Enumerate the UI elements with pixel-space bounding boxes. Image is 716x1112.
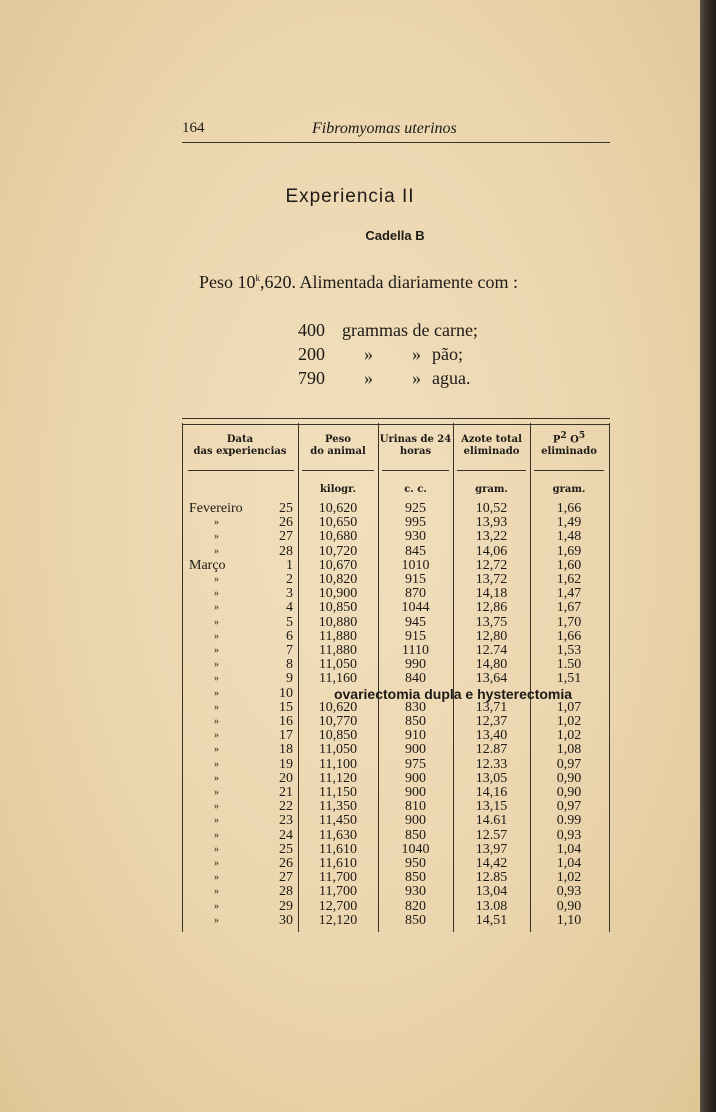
header-weight xyxy=(298,434,378,458)
row-urine: 900 xyxy=(405,770,426,786)
row-nitrogen: 12,37 xyxy=(475,714,508,729)
unit-urine: c. c. xyxy=(404,484,427,495)
header-p2o5 xyxy=(530,430,608,458)
table-row xyxy=(0,715,700,729)
table-row xyxy=(0,829,700,843)
row-p2o5: 0,93 xyxy=(556,884,582,900)
row-day: 1 xyxy=(286,557,293,573)
row-nitrogen: 13,40 xyxy=(475,728,508,744)
diet-food: agua. xyxy=(432,368,471,388)
row-month: Fevereiro xyxy=(189,501,243,516)
ditto-mark: » xyxy=(412,368,421,388)
row-p2o5: 1,67 xyxy=(556,600,582,616)
row-nitrogen: 12.33 xyxy=(475,756,508,772)
row-nitrogen: 12.87 xyxy=(475,742,508,758)
row-day: 2 xyxy=(286,572,293,587)
row-month: » xyxy=(214,574,219,585)
row-nitrogen: 14.61 xyxy=(475,813,508,829)
row-weight: 11,610 xyxy=(319,841,357,857)
row-weight: 12,700 xyxy=(318,898,358,914)
row-month: » xyxy=(214,900,219,912)
weight-prefix: Peso 10 xyxy=(199,272,256,292)
table-row xyxy=(0,601,700,615)
table-row xyxy=(0,729,700,743)
row-day: 15 xyxy=(279,699,293,715)
header-date xyxy=(182,434,298,458)
row-day: 27 xyxy=(279,870,293,886)
row-urine: 900 xyxy=(405,742,426,758)
table-row xyxy=(0,616,700,630)
unit-weight: kilogr. xyxy=(319,484,357,495)
row-nitrogen: 14,06 xyxy=(475,543,508,559)
row-month: » xyxy=(214,716,219,727)
row-p2o5: 1,07 xyxy=(556,699,582,715)
table-row xyxy=(0,502,700,516)
row-weight: 10,770 xyxy=(318,714,358,729)
row-nitrogen: 13,64 xyxy=(475,671,508,687)
row-nitrogen: 14,18 xyxy=(475,586,508,602)
o-symbol: O xyxy=(566,434,579,446)
table-row xyxy=(0,843,700,857)
header-line: das experiencias xyxy=(193,446,287,457)
row-day: 26 xyxy=(279,515,293,531)
page-number: 164 xyxy=(182,120,205,136)
row-month: » xyxy=(214,673,219,685)
row-weight: 10,620 xyxy=(318,699,358,715)
row-urine: 915 xyxy=(405,572,426,587)
row-p2o5: 1,02 xyxy=(556,714,582,729)
row-day: 24 xyxy=(279,827,293,843)
row-urine: 915 xyxy=(405,628,426,644)
row-p2o5: 1,02 xyxy=(556,870,582,886)
row-p2o5: 1,53 xyxy=(556,643,582,658)
row-month: » xyxy=(214,787,219,798)
row-weight: 10,720 xyxy=(318,543,358,559)
row-p2o5: 1,70 xyxy=(556,614,582,630)
row-weight: 12,120 xyxy=(318,912,358,928)
table-row xyxy=(0,630,700,644)
row-p2o5: 1,62 xyxy=(556,572,582,587)
table-row xyxy=(0,885,700,899)
row-weight: 11,700 xyxy=(319,870,357,886)
row-nitrogen: 14,80 xyxy=(475,657,508,673)
table-row xyxy=(0,644,700,658)
table-row xyxy=(0,900,700,914)
row-nitrogen: 13,15 xyxy=(475,799,508,815)
row-month: » xyxy=(214,730,219,742)
row-urine: 810 xyxy=(405,799,426,815)
row-nitrogen: 14,51 xyxy=(475,912,508,928)
diet-food: pão; xyxy=(432,344,463,364)
row-month: » xyxy=(214,602,219,614)
row-month: » xyxy=(214,772,219,784)
row-nitrogen: 13.08 xyxy=(475,898,508,914)
row-weight: 11,630 xyxy=(319,827,357,843)
row-day: 17 xyxy=(279,728,293,744)
page-header xyxy=(182,120,610,143)
row-weight: 10,820 xyxy=(318,572,358,587)
row-month: » xyxy=(214,858,219,869)
row-urine: 820 xyxy=(405,898,426,914)
row-urine: 1044 xyxy=(401,600,430,616)
row-weight: 10,620 xyxy=(318,501,358,516)
row-urine: 1010 xyxy=(401,557,430,573)
header-rule xyxy=(534,470,604,471)
book-gutter xyxy=(700,0,716,1112)
row-month: Março xyxy=(189,557,226,573)
header-urine xyxy=(378,434,453,458)
header-line: eliminado xyxy=(463,446,520,457)
header-line xyxy=(530,430,608,446)
row-p2o5: 0,90 xyxy=(556,770,582,786)
row-day: 3 xyxy=(286,586,293,602)
row-p2o5: 1,08 xyxy=(556,742,582,758)
row-urine: 950 xyxy=(405,856,426,871)
row-weight: 10,680 xyxy=(318,529,358,545)
row-p2o5: 0,97 xyxy=(556,756,582,772)
row-urine: 830 xyxy=(405,699,426,715)
row-nitrogen: 12.85 xyxy=(475,870,508,886)
table-row xyxy=(0,772,700,786)
table-row xyxy=(0,758,700,772)
row-urine: 900 xyxy=(405,785,426,800)
row-day: 16 xyxy=(279,714,293,729)
row-urine: 840 xyxy=(405,671,426,687)
row-nitrogen: 13,97 xyxy=(475,841,508,857)
ditto-mark: » xyxy=(364,344,373,364)
row-day: 23 xyxy=(279,813,293,829)
table-row xyxy=(0,545,700,559)
row-nitrogen: 14,16 xyxy=(475,785,508,800)
row-weight: 11,150 xyxy=(319,785,357,800)
table-row xyxy=(0,871,700,885)
row-urine: 930 xyxy=(405,529,426,545)
row-weight: 11,700 xyxy=(319,884,357,900)
sup: 2 xyxy=(560,431,567,441)
row-p2o5: 1,10 xyxy=(556,912,582,928)
table-row xyxy=(0,658,700,672)
table-row xyxy=(0,559,700,573)
row-day: 5 xyxy=(286,614,293,630)
row-p2o5: 1,51 xyxy=(556,671,582,687)
row-day: 26 xyxy=(279,856,293,871)
header-line: Azote total xyxy=(461,434,522,445)
row-month: » xyxy=(214,659,219,671)
row-month: » xyxy=(214,701,219,713)
row-urine: 850 xyxy=(405,714,426,729)
experiment-title: Experiencia II xyxy=(285,186,415,207)
row-month: » xyxy=(214,843,219,855)
row-p2o5: 0,97 xyxy=(556,799,582,815)
row-p2o5: 1,48 xyxy=(556,529,582,545)
row-p2o5: 1,69 xyxy=(556,543,582,559)
table-row xyxy=(0,701,700,715)
row-day: 25 xyxy=(279,841,293,857)
table-row xyxy=(0,672,700,686)
header-nitrogen xyxy=(453,434,530,458)
row-weight: 11,880 xyxy=(319,643,357,658)
row-urine: 930 xyxy=(405,884,426,900)
row-weight: 11,050 xyxy=(319,742,357,758)
row-weight: 11,050 xyxy=(319,657,357,673)
row-nitrogen: 13,72 xyxy=(475,572,508,587)
weight-statement xyxy=(199,272,518,293)
row-nitrogen: 13,71 xyxy=(475,699,508,715)
row-p2o5: 1,66 xyxy=(556,628,582,644)
row-weight: 10,670 xyxy=(318,557,358,573)
row-weight: 10,900 xyxy=(318,586,358,602)
row-weight: 10,880 xyxy=(318,614,358,630)
ditto-mark: » xyxy=(364,368,373,388)
row-weight: 10,850 xyxy=(318,600,358,616)
row-nitrogen: 10,52 xyxy=(475,501,508,516)
row-month: » xyxy=(214,531,219,543)
row-nitrogen: 13,22 xyxy=(475,529,508,545)
row-day: 19 xyxy=(279,756,293,772)
row-nitrogen: 12,86 xyxy=(475,600,508,616)
row-nitrogen: 13,75 xyxy=(475,614,508,630)
p-symbol: P xyxy=(552,434,561,446)
header-line: Data xyxy=(226,434,254,445)
row-month: » xyxy=(214,886,219,898)
diet-qty: 790 xyxy=(298,368,325,388)
row-month: » xyxy=(214,872,219,884)
header-line: eliminado xyxy=(541,446,597,458)
row-p2o5: 0,90 xyxy=(556,785,582,800)
row-urine: 900 xyxy=(405,813,426,829)
header-line: horas xyxy=(399,446,432,457)
table-row xyxy=(0,573,700,587)
row-p2o5: 1,02 xyxy=(556,728,582,744)
row-urine: 1040 xyxy=(401,841,430,857)
row-note: ovariectomia dupla e hysterectomia xyxy=(333,685,573,702)
row-weight: 11,880 xyxy=(319,628,357,644)
row-weight: 11,610 xyxy=(319,856,357,871)
weight-suffix: ,620. Alimentada diariamente com : xyxy=(260,272,518,292)
row-weight: 11,450 xyxy=(319,813,357,829)
header-rule xyxy=(382,470,449,471)
row-month: » xyxy=(214,687,219,699)
table-row xyxy=(0,857,700,871)
row-urine: 925 xyxy=(405,501,426,516)
row-p2o5: 1,60 xyxy=(556,557,582,573)
row-weight: 11,160 xyxy=(319,671,357,687)
row-day: 6 xyxy=(286,628,293,644)
row-urine: 910 xyxy=(405,728,426,744)
row-p2o5: 1,49 xyxy=(556,515,582,531)
table-row xyxy=(0,687,700,701)
row-day: 18 xyxy=(279,742,293,758)
row-weight: 10,650 xyxy=(318,515,358,531)
row-nitrogen: 12.57 xyxy=(475,827,508,843)
row-month: » xyxy=(214,630,219,642)
row-month: » xyxy=(214,545,219,557)
row-month: » xyxy=(214,744,219,756)
row-nitrogen: 13,05 xyxy=(475,770,508,786)
sup: 5 xyxy=(578,431,586,441)
row-weight: 10,850 xyxy=(318,728,358,744)
row-day: 30 xyxy=(279,912,293,928)
row-day: 28 xyxy=(279,543,293,559)
table-row xyxy=(0,800,700,814)
header-rule xyxy=(457,470,526,471)
row-p2o5: 0,90 xyxy=(556,898,582,914)
row-nitrogen: 12,80 xyxy=(475,628,508,644)
row-urine: 975 xyxy=(405,756,426,772)
weight-unit-sup: k xyxy=(255,273,261,283)
row-nitrogen: 13,93 xyxy=(475,515,508,531)
row-day: 9 xyxy=(286,671,293,687)
header-rule xyxy=(188,470,294,471)
row-urine: 845 xyxy=(405,543,426,559)
row-nitrogen: 12,72 xyxy=(475,557,508,573)
row-p2o5: 1.50 xyxy=(556,657,582,673)
row-nitrogen: 13,04 xyxy=(475,884,508,900)
row-day: 10 xyxy=(279,685,293,701)
row-day: 22 xyxy=(279,799,293,815)
header-line: Peso xyxy=(325,434,351,445)
row-urine: 850 xyxy=(405,912,426,928)
row-nitrogen: 14,42 xyxy=(475,856,508,871)
row-p2o5: 1,04 xyxy=(556,841,582,857)
row-month: » xyxy=(214,815,219,827)
row-p2o5: 1,04 xyxy=(556,856,582,871)
running-title: Fibromyomas uterinos xyxy=(312,120,457,137)
row-p2o5: 1,66 xyxy=(556,501,582,516)
table-row xyxy=(0,516,700,530)
table-top-border xyxy=(182,418,610,425)
row-weight: 11,350 xyxy=(319,799,357,815)
row-weight: 11,100 xyxy=(319,756,357,772)
table-row xyxy=(0,743,700,757)
row-weight: 11,120 xyxy=(319,770,357,786)
row-urine: 990 xyxy=(405,657,426,673)
row-day: 21 xyxy=(279,785,293,800)
row-day: 27 xyxy=(279,529,293,545)
row-month: » xyxy=(214,914,219,926)
row-urine: 1110 xyxy=(402,643,429,658)
row-month: » xyxy=(214,517,219,529)
row-day: 20 xyxy=(279,770,293,786)
row-urine: 945 xyxy=(405,614,426,630)
experiment-subtitle: Cadella B xyxy=(365,228,425,243)
row-urine: 870 xyxy=(405,586,426,602)
row-p2o5: 0.99 xyxy=(556,813,582,829)
row-day: 29 xyxy=(279,898,293,914)
header-line: Urinas de 24 xyxy=(379,434,452,445)
row-day: 25 xyxy=(279,501,293,516)
unit-p2o5: gram. xyxy=(552,484,586,495)
row-urine: 850 xyxy=(405,827,426,843)
diet-qty: 200 xyxy=(298,344,325,364)
row-month: » xyxy=(214,616,219,628)
table-row xyxy=(0,814,700,828)
row-month: » xyxy=(214,588,219,600)
table-row xyxy=(0,786,700,800)
row-p2o5: 1,47 xyxy=(556,586,582,602)
row-p2o5: 0,93 xyxy=(556,827,582,843)
row-day: 8 xyxy=(286,657,293,673)
table-row xyxy=(0,587,700,601)
row-month: » xyxy=(214,829,219,841)
row-urine: 850 xyxy=(405,870,426,886)
row-day: 28 xyxy=(279,884,293,900)
unit-nitrogen: gram. xyxy=(475,484,508,495)
row-nitrogen: 12.74 xyxy=(475,643,508,658)
table-row xyxy=(0,914,700,928)
row-day: 7 xyxy=(286,643,293,658)
row-month: » xyxy=(214,645,219,656)
table-row xyxy=(0,530,700,544)
row-month: » xyxy=(214,801,219,813)
header-rule xyxy=(302,470,374,471)
row-urine: 995 xyxy=(405,515,426,531)
row-month: » xyxy=(214,758,219,770)
diet-qty: 400 xyxy=(298,320,325,340)
row-day: 4 xyxy=(286,600,293,616)
diet-food: grammas de carne; xyxy=(342,320,478,340)
header-line: do animal xyxy=(310,446,366,457)
ditto-mark: » xyxy=(412,344,421,364)
